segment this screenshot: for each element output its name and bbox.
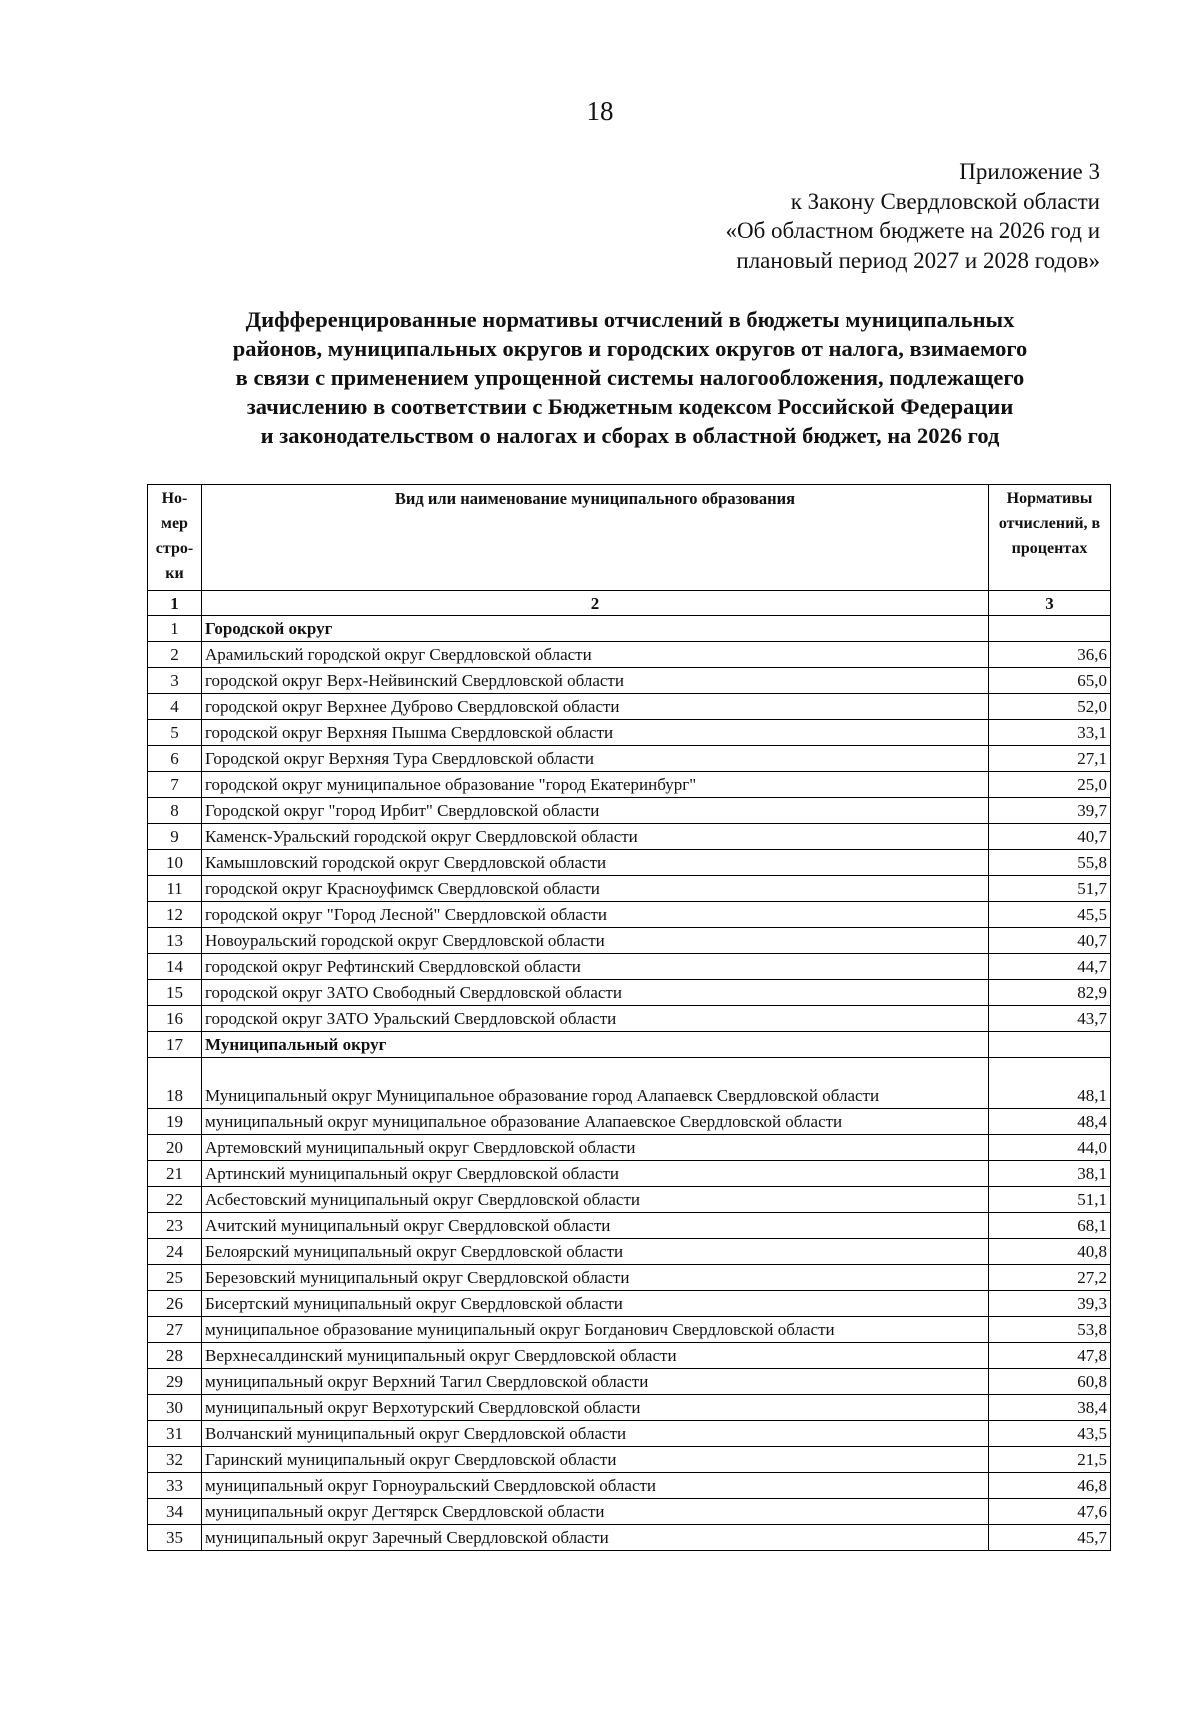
row-number: 8: [148, 798, 202, 824]
row-number: 27: [148, 1317, 202, 1343]
row-number: 3: [148, 668, 202, 694]
row-number: 25: [148, 1265, 202, 1291]
norm-value: 65,0: [989, 668, 1111, 694]
table-header-row: [148, 485, 1111, 591]
norm-value: 45,7: [989, 1525, 1111, 1551]
row-number: 2: [148, 642, 202, 668]
entity-name: муниципальный округ Верхотурский Свердловской области: [202, 1395, 989, 1421]
norm-value: 33,1: [989, 720, 1111, 746]
table-row: [148, 1265, 1111, 1291]
norm-value: 53,8: [989, 1317, 1111, 1343]
row-number: 18: [148, 1058, 202, 1109]
column-number: 1: [148, 591, 202, 616]
row-number: 35: [148, 1525, 202, 1551]
table-row: [148, 1499, 1111, 1525]
norm-value: 48,1: [989, 1058, 1111, 1109]
table-row: [148, 1213, 1111, 1239]
appendix-line: к Закону Свердловской области: [790, 188, 1100, 214]
title-line: и законодательством о налогах и сборах в областной бюджет, на 2026 год: [260, 423, 1000, 448]
row-number: 5: [148, 720, 202, 746]
row-number: 16: [148, 1006, 202, 1032]
table-row: [148, 928, 1111, 954]
table-row: [148, 1135, 1111, 1161]
row-number: 29: [148, 1369, 202, 1395]
entity-name: Волчанский муниципальный округ Свердловской области: [202, 1421, 989, 1447]
entity-name: Белоярский муниципальный округ Свердловской области: [202, 1239, 989, 1265]
entity-name: Ачитский муниципальный округ Свердловской области: [202, 1213, 989, 1239]
title-line: в связи с применением упрощенной системы налогообложения, подлежащего: [235, 365, 1025, 390]
entity-name: городской округ Верх-Нейвинский Свердловской области: [202, 668, 989, 694]
entity-name: Камышловский городской округ Свердловской области: [202, 850, 989, 876]
table-row: [148, 798, 1111, 824]
section-title: Городской округ: [202, 616, 989, 642]
norm-value: 47,8: [989, 1343, 1111, 1369]
entity-name: городской округ ЗАТО Свободный Свердловской области: [202, 980, 989, 1006]
table-row: [148, 1161, 1111, 1187]
entity-name: городской округ ЗАТО Уральский Свердловской области: [202, 1006, 989, 1032]
entity-name: городской округ Красноуфимск Свердловской области: [202, 876, 989, 902]
appendix-line: Приложение 3: [959, 159, 1100, 184]
table-row: [148, 850, 1111, 876]
norm-value: 51,1: [989, 1187, 1111, 1213]
entity-name: Асбестовский муниципальный округ Свердловской области: [202, 1187, 989, 1213]
norm-value: 46,8: [989, 1473, 1111, 1499]
norm-value: 51,7: [989, 876, 1111, 902]
row-number: 31: [148, 1421, 202, 1447]
table-row: [148, 1291, 1111, 1317]
norm-value: 38,4: [989, 1395, 1111, 1421]
table-row: [148, 902, 1111, 928]
entity-name: Муниципальный округ Муниципальное образование город Алапаевск Свердловской области: [202, 1058, 989, 1109]
table-row: [148, 876, 1111, 902]
entity-name: муниципальный округ Дегтярск Свердловской области: [202, 1499, 989, 1525]
page-number: 18: [586, 96, 614, 126]
table-row: [148, 1317, 1111, 1343]
section-header-row: [148, 616, 1111, 642]
entity-name: муниципальный округ Верхний Тагил Свердловской области: [202, 1369, 989, 1395]
section-header-row: [148, 1032, 1111, 1058]
entity-name: Верхнесалдинский муниципальный округ Свердловской области: [202, 1343, 989, 1369]
row-number: 1: [148, 616, 202, 642]
table-row: [148, 1395, 1111, 1421]
row-number: 30: [148, 1395, 202, 1421]
title-line: Дифференцированные нормативы отчислений в бюджеты муниципальных: [245, 307, 1015, 332]
table-row: [148, 1473, 1111, 1499]
norm-value: 44,0: [989, 1135, 1111, 1161]
row-number: 19: [148, 1109, 202, 1135]
norm-value: 40,7: [989, 824, 1111, 850]
header-norm-percent: Нормативы отчислений, в процентах: [989, 485, 1111, 591]
norm-value: 52,0: [989, 694, 1111, 720]
entity-name: Городской округ Верхняя Тура Свердловской области: [202, 746, 989, 772]
title-line: зачислению в соответствии с Бюджетным кодексом Российской Федерации: [246, 394, 1014, 419]
table-row: [148, 1239, 1111, 1265]
entity-name: Артемовский муниципальный округ Свердловской области: [202, 1135, 989, 1161]
row-number: 4: [148, 694, 202, 720]
norm-value: 38,1: [989, 1161, 1111, 1187]
norm-value: 36,6: [989, 642, 1111, 668]
row-number: 26: [148, 1291, 202, 1317]
entity-name: Бисертский муниципальный округ Свердловской области: [202, 1291, 989, 1317]
table-row: [148, 1109, 1111, 1135]
row-number: 24: [148, 1239, 202, 1265]
table-row: [148, 824, 1111, 850]
norm-value: 40,7: [989, 928, 1111, 954]
row-number: 14: [148, 954, 202, 980]
table-row: [148, 1369, 1111, 1395]
norm-value: 68,1: [989, 1213, 1111, 1239]
norm-value: 25,0: [989, 772, 1111, 798]
entity-name: Новоуральский городской округ Свердловской области: [202, 928, 989, 954]
row-number: 6: [148, 746, 202, 772]
column-number: 3: [989, 591, 1111, 616]
norm-value: 43,7: [989, 1006, 1111, 1032]
row-number: 9: [148, 824, 202, 850]
row-number: 17: [148, 1032, 202, 1058]
table-row: [148, 1006, 1111, 1032]
norm-value: 55,8: [989, 850, 1111, 876]
row-number: 21: [148, 1161, 202, 1187]
norm-value: [989, 1032, 1111, 1058]
norm-value: 47,6: [989, 1499, 1111, 1525]
column-number: 2: [202, 591, 989, 616]
row-number: 33: [148, 1473, 202, 1499]
entity-name: городской округ Рефтинский Свердловской области: [202, 954, 989, 980]
entity-name: муниципальный округ Заречный Свердловской области: [202, 1525, 989, 1551]
table-row: [148, 954, 1111, 980]
table-row: [148, 980, 1111, 1006]
header-entity-name: Вид или наименование муниципального образования: [202, 485, 989, 591]
row-number: 12: [148, 902, 202, 928]
row-number: 13: [148, 928, 202, 954]
norm-value: 21,5: [989, 1447, 1111, 1473]
row-number: 28: [148, 1343, 202, 1369]
entity-name: муниципальный округ муниципальное образование Алапаевское Свердловской области: [202, 1109, 989, 1135]
entity-name: городской округ "Город Лесной" Свердловской области: [202, 902, 989, 928]
row-number: 34: [148, 1499, 202, 1525]
row-number: 32: [148, 1447, 202, 1473]
entity-name: Гаринский муниципальный округ Свердловской области: [202, 1447, 989, 1473]
appendix-line: плановый период 2027 и 2028 годов»: [736, 247, 1100, 273]
row-number: 20: [148, 1135, 202, 1161]
entity-name: Арамильский городской округ Свердловской области: [202, 642, 989, 668]
table-row: [148, 772, 1111, 798]
table-row: [148, 668, 1111, 694]
norm-value: 27,1: [989, 746, 1111, 772]
norm-value: 45,5: [989, 902, 1111, 928]
table-row: [148, 746, 1111, 772]
entity-name: городской округ Верхнее Дуброво Свердловской области: [202, 694, 989, 720]
table-row: [148, 642, 1111, 668]
table-row: [148, 720, 1111, 746]
norm-value: 39,7: [989, 798, 1111, 824]
row-number: 10: [148, 850, 202, 876]
entity-name: муниципальный округ Горноуральский Свердловской области: [202, 1473, 989, 1499]
row-number: 22: [148, 1187, 202, 1213]
norm-value: 40,8: [989, 1239, 1111, 1265]
appendix-reference: [725, 157, 1100, 275]
entity-name: Артинский муниципальный округ Свердловской области: [202, 1161, 989, 1187]
entity-name: Каменск-Уральский городской округ Свердловской области: [202, 824, 989, 850]
table-row: [148, 1421, 1111, 1447]
norm-value: 43,5: [989, 1421, 1111, 1447]
table-row: [148, 1187, 1111, 1213]
column-number-row: [148, 591, 1111, 616]
norm-value: [989, 616, 1111, 642]
norm-value: 82,9: [989, 980, 1111, 1006]
norm-value: 44,7: [989, 954, 1111, 980]
entity-name: городской округ муниципальное образование "город Екатеринбург": [202, 772, 989, 798]
norm-value: 48,4: [989, 1109, 1111, 1135]
row-number: 7: [148, 772, 202, 798]
entity-name: Городской округ "город Ирбит" Свердловской области: [202, 798, 989, 824]
table-row: [148, 1343, 1111, 1369]
row-number: 15: [148, 980, 202, 1006]
document-title: [150, 305, 1110, 450]
row-number: 11: [148, 876, 202, 902]
table-row: [148, 694, 1111, 720]
table-row: [148, 1525, 1111, 1551]
title-line: районов, муниципальных округов и городских округов от налога, взимаемого: [232, 336, 1028, 361]
appendix-line: «Об областном бюджете на 2026 год и: [725, 218, 1100, 243]
section-title: Муниципальный округ: [202, 1032, 989, 1058]
header-row-number: Но-мер стро-ки: [148, 485, 202, 591]
entity-name: городской округ Верхняя Пышма Свердловской области: [202, 720, 989, 746]
norm-value: 39,3: [989, 1291, 1111, 1317]
norms-table: [147, 484, 1111, 1551]
norm-value: 27,2: [989, 1265, 1111, 1291]
entity-name: Березовский муниципальный округ Свердловской области: [202, 1265, 989, 1291]
table-row: [148, 1058, 1111, 1109]
norm-value: 60,8: [989, 1369, 1111, 1395]
row-number: 23: [148, 1213, 202, 1239]
entity-name: муниципальное образование муниципальный округ Богданович Свердловской области: [202, 1317, 989, 1343]
table-row: [148, 1447, 1111, 1473]
